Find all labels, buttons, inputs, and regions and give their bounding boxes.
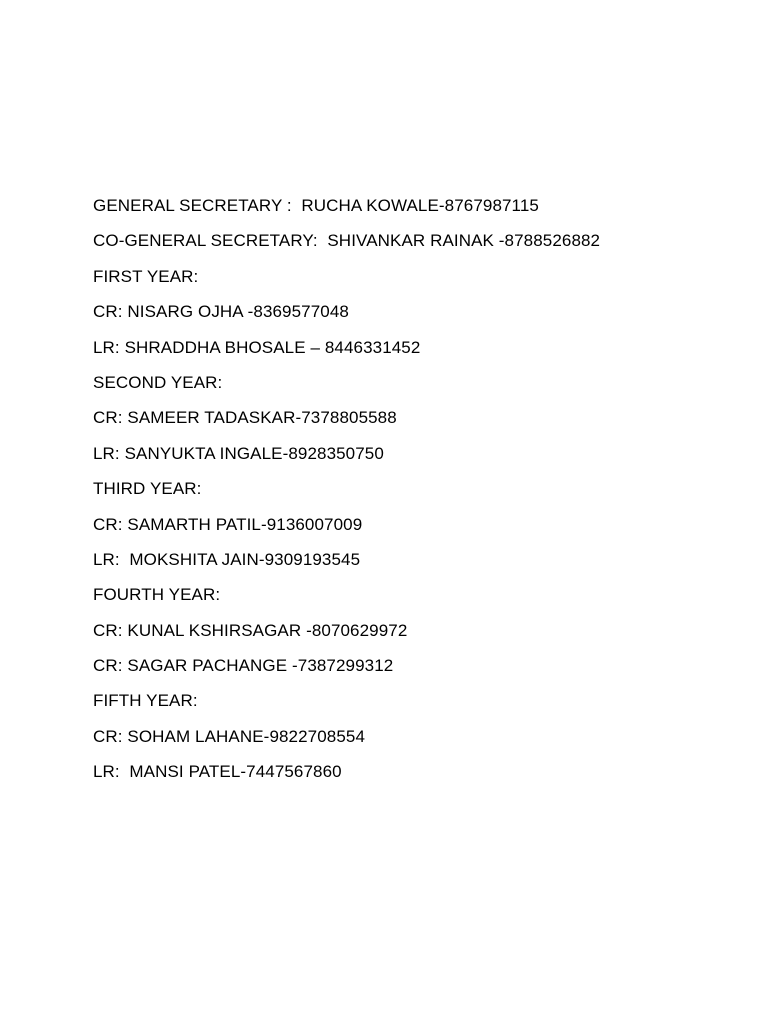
- second-year-lr-line: LR: SANYUKTA INGALE-8928350750: [93, 443, 384, 463]
- fifth-year-lr-line: LR: MANSI PATEL-7447567860: [93, 762, 342, 782]
- year-heading-third: THIRD YEAR:: [93, 479, 202, 499]
- year-heading-first: FIRST YEAR:: [93, 266, 199, 286]
- first-year-cr-line: CR: NISARG OJHA -8369577048: [93, 302, 349, 322]
- second-year-cr-line: CR: SAMEER TADASKAR-7378805588: [93, 408, 397, 428]
- general-secretary-line: GENERAL SECRETARY : RUCHA KOWALE-8767987115: [93, 196, 539, 215]
- year-heading-fourth: FOURTH YEAR:: [93, 585, 221, 605]
- year-heading-fifth: FIFTH YEAR:: [93, 691, 198, 711]
- fourth-year-cr-line-1: CR: KUNAL KSHIRSAGAR -8070629972: [93, 620, 408, 640]
- fifth-year-cr-line: CR: SOHAM LAHANE-9822708554: [93, 726, 365, 746]
- co-general-secretary-line: CO-GENERAL SECRETARY: SHIVANKAR RAINAK -8788526882: [93, 231, 601, 251]
- third-year-cr-line: CR: SAMARTH PATIL-9136007009: [93, 514, 363, 534]
- first-year-lr-line: LR: SHRADDHA BHOSALE – 8446331452: [93, 337, 421, 357]
- fourth-year-cr-line-2: CR: SAGAR PACHANGE -7387299312: [93, 656, 394, 676]
- contact-list: [93, 193, 733, 795]
- third-year-lr-line: LR: MOKSHITA JAIN-9309193545: [93, 549, 361, 569]
- year-heading-second: SECOND YEAR:: [93, 372, 223, 392]
